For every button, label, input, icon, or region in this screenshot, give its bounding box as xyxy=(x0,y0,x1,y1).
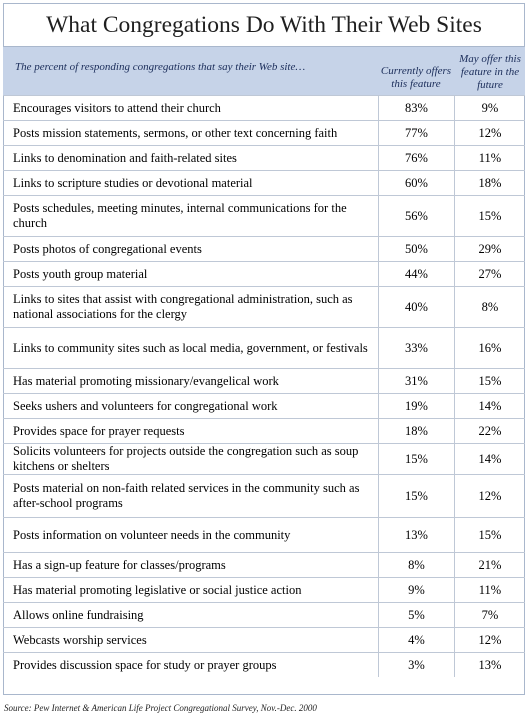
future-percent: 16% xyxy=(478,340,502,355)
current-percent: 4% xyxy=(379,628,455,652)
current-percent: 56% xyxy=(379,196,455,236)
table-row xyxy=(3,552,525,577)
future-percent: 12% xyxy=(478,125,502,140)
source-note: Source: Pew Internet & American Life Project Congregational Survey, Nov.-Dec. 2000 xyxy=(4,703,317,713)
table-row xyxy=(3,170,525,195)
current-percent: 33% xyxy=(379,328,455,368)
table-row xyxy=(3,418,525,443)
row-label: Posts mission statements, sermons, or other text concerning faith xyxy=(3,121,379,145)
header-description: The percent of responding congregations that say their Web site… xyxy=(15,61,306,73)
current-percent: 77% xyxy=(379,121,455,145)
row-label: Posts information on volunteer needs in the community xyxy=(3,518,379,552)
table-header xyxy=(3,46,525,95)
current-percent: 76% xyxy=(379,146,455,170)
current-percent: 60% xyxy=(379,171,455,195)
table-row xyxy=(3,195,525,236)
table-row xyxy=(3,627,525,652)
future-percent: 27% xyxy=(478,266,502,281)
row-label: Encourages visitors to attend their church xyxy=(3,96,379,120)
future-percent: 15% xyxy=(478,527,502,542)
future-percent: 7% xyxy=(481,607,499,622)
table-title: What Congregations Do With Their Web Sites xyxy=(46,12,482,38)
current-percent: 44% xyxy=(379,262,455,286)
table-row xyxy=(3,602,525,627)
table-row xyxy=(3,368,525,393)
row-label: Links to community sites such as local media, government, or festivals xyxy=(3,328,379,368)
future-percent: 8% xyxy=(481,299,499,314)
row-label: Posts schedules, meeting minutes, internal communications for the church xyxy=(3,196,379,236)
current-percent: 8% xyxy=(379,553,455,577)
table-row xyxy=(3,443,525,474)
table-row xyxy=(3,517,525,552)
row-label: Posts material on non-faith related services in the community such as after-school programs xyxy=(3,475,379,517)
table-row xyxy=(3,474,525,517)
current-percent: 13% xyxy=(379,518,455,552)
current-percent: 5% xyxy=(379,603,455,627)
table-row xyxy=(3,236,525,261)
future-percent: 29% xyxy=(478,241,502,256)
current-percent: 15% xyxy=(379,444,455,474)
row-label: Solicits volunteers for projects outside the congregation such as soup kitchens or shelters xyxy=(3,444,379,474)
future-percent: 13% xyxy=(478,657,502,672)
current-percent: 40% xyxy=(379,287,455,327)
future-percent: 14% xyxy=(478,451,502,466)
row-label: Links to scripture studies or devotional material xyxy=(3,171,379,195)
table-row xyxy=(3,261,525,286)
current-percent: 19% xyxy=(379,394,455,418)
row-label: Provides space for prayer requests xyxy=(3,419,379,443)
table-row xyxy=(3,145,525,170)
row-label: Posts photos of congregational events xyxy=(3,237,379,261)
current-percent: 50% xyxy=(379,237,455,261)
future-percent: 21% xyxy=(478,557,502,572)
current-percent: 9% xyxy=(379,578,455,602)
table-row xyxy=(3,393,525,418)
future-percent: 12% xyxy=(478,488,502,503)
row-label: Webcasts worship services xyxy=(3,628,379,652)
future-percent: 14% xyxy=(478,398,502,413)
row-label: Has material promoting legislative or social justice action xyxy=(3,578,379,602)
table-row xyxy=(3,577,525,602)
row-label: Seeks ushers and volunteers for congregational work xyxy=(3,394,379,418)
future-percent: 18% xyxy=(478,175,502,190)
table-row xyxy=(3,327,525,368)
table-row xyxy=(3,95,525,120)
table-row xyxy=(3,286,525,327)
header-future: May offer this feature in the future xyxy=(459,53,521,91)
row-label: Links to sites that assist with congregational administration, such as national associations for the clergy xyxy=(3,287,379,327)
current-percent: 3% xyxy=(379,653,455,677)
current-percent: 83% xyxy=(379,96,455,120)
header-current: Currently offers this feature xyxy=(380,65,452,90)
table-row xyxy=(3,120,525,145)
future-percent: 11% xyxy=(478,150,502,165)
future-percent: 15% xyxy=(478,208,502,223)
row-label: Has material promoting missionary/evangelical work xyxy=(3,369,379,393)
table-row xyxy=(3,652,525,677)
row-label: Allows online fundraising xyxy=(3,603,379,627)
current-percent: 15% xyxy=(379,475,455,517)
future-percent: 11% xyxy=(478,582,502,597)
row-label: Links to denomination and faith-related sites xyxy=(3,146,379,170)
row-label: Provides discussion space for study or prayer groups xyxy=(3,653,379,677)
future-percent: 22% xyxy=(478,423,502,438)
row-label: Posts youth group material xyxy=(3,262,379,286)
row-label: Has a sign-up feature for classes/programs xyxy=(3,553,379,577)
future-percent: 15% xyxy=(478,373,502,388)
future-percent: 12% xyxy=(478,632,502,647)
current-percent: 18% xyxy=(379,419,455,443)
current-percent: 31% xyxy=(379,369,455,393)
future-percent: 9% xyxy=(481,100,499,115)
